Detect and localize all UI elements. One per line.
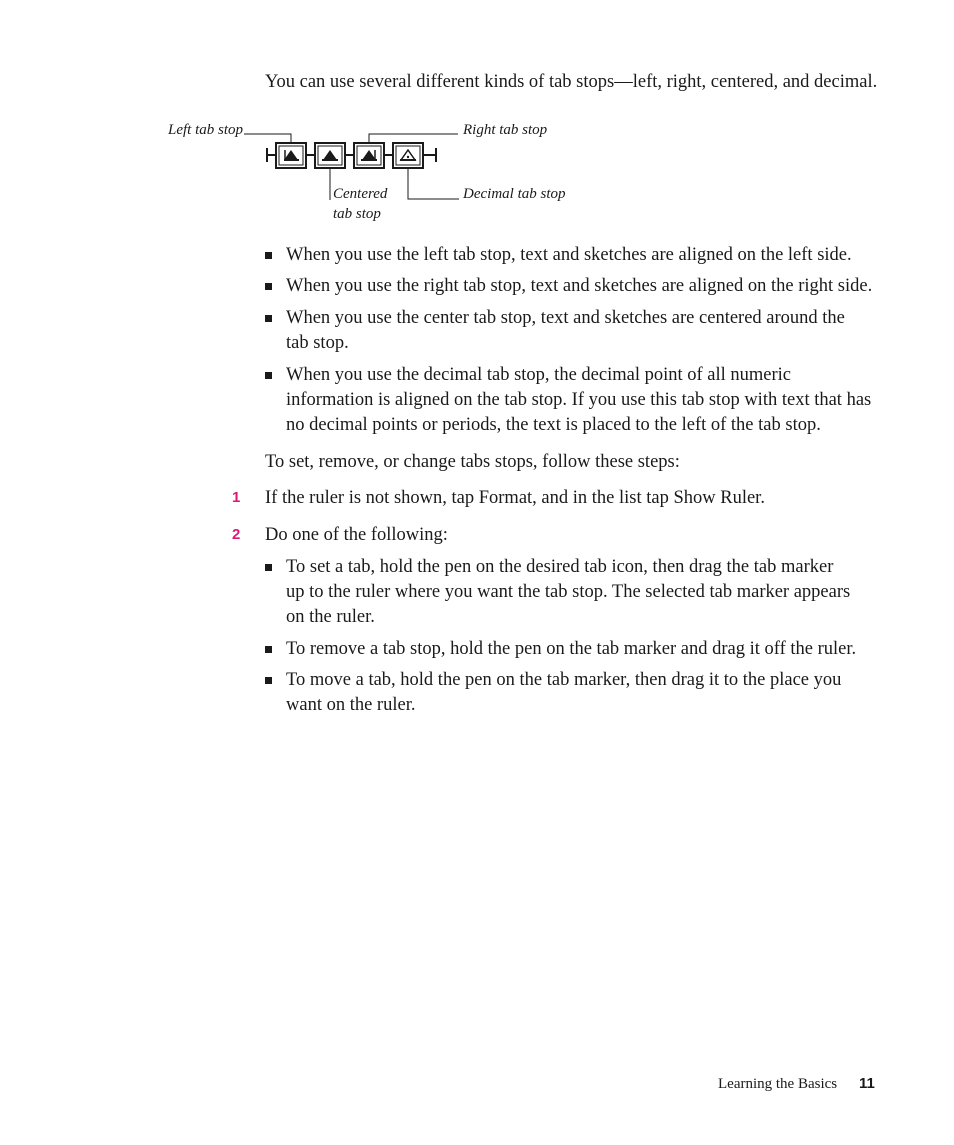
footer-section-title: Learning the Basics [718,1076,838,1092]
left-tab-stop-label: Left tab stop [168,122,244,138]
list-item [265,363,875,438]
decimal-tab-leader [408,168,459,199]
right-tab-leader [369,134,458,143]
list-item-text: To move a tab, hold the pen on the tab marker, then drag it to the place you want on the ruler. [286,670,842,715]
list-item-text: When you use the center tab stop, text and sketches are centered around the tab stop. [286,308,845,353]
step-number: 1 [232,489,241,506]
steps-intro: To set, remove, or change tabs stops, follow these steps: [265,452,680,472]
centered-tab-stop-icon [315,143,345,168]
list-item [265,243,875,268]
decimal-tab-stop-label: Decimal tab stop [463,186,566,202]
bullet-square-icon [265,564,272,571]
bullet-square-icon [265,252,272,259]
list-item-text: To remove a tab stop, hold the pen on the tab marker and drag it off the ruler. [286,639,857,659]
bullet-square-icon [265,283,272,290]
centered-tab-stop-label: Centered [333,186,388,202]
left-tab-leader [244,134,291,143]
list-item-text: When you use the decimal tab stop, the decimal point of all numeric information is aligned on the tab stop. If you use this tab stop with text that has no decimal points or periods, the text is placed to the left of the tab stop. [286,365,872,435]
right-tab-stop-label: Right tab stop [463,122,548,138]
decimal-tab-stop-icon [393,143,423,168]
intro-paragraph: You can use several different kinds of tab stops—left, right, centered, and decimal. [265,72,878,92]
list-item [265,637,875,662]
bullet-square-icon [265,677,272,684]
bullet-square-icon [265,372,272,379]
list-item-text: When you use the left tab stop, text and sketches are aligned on the left side. [286,245,852,265]
list-item [265,306,850,356]
list-item-text: To set a tab, hold the pen on the desired tab icon, then drag the tab marker up to the ruler where you want the tab stop. The selected tab marker appears on the ruler. [286,557,851,627]
list-item [265,668,875,718]
bullet-square-icon [265,315,272,322]
step-number: 2 [232,526,241,543]
list-item [265,274,875,299]
step-text: If the ruler is not shown, tap Format, and in the list tap Show Ruler. [265,488,765,508]
list-item-text: When you use the right tab stop, text and sketches are aligned on the right side. [286,276,873,296]
page-number: 11 [859,1075,875,1092]
left-tab-stop-icon [276,143,306,168]
centered-tab-stop-label-line2: tab stop [333,206,381,222]
step-text: Do one of the following: [265,525,448,545]
list-item [265,555,855,630]
right-tab-stop-icon [354,143,384,168]
bullet-square-icon [265,646,272,653]
